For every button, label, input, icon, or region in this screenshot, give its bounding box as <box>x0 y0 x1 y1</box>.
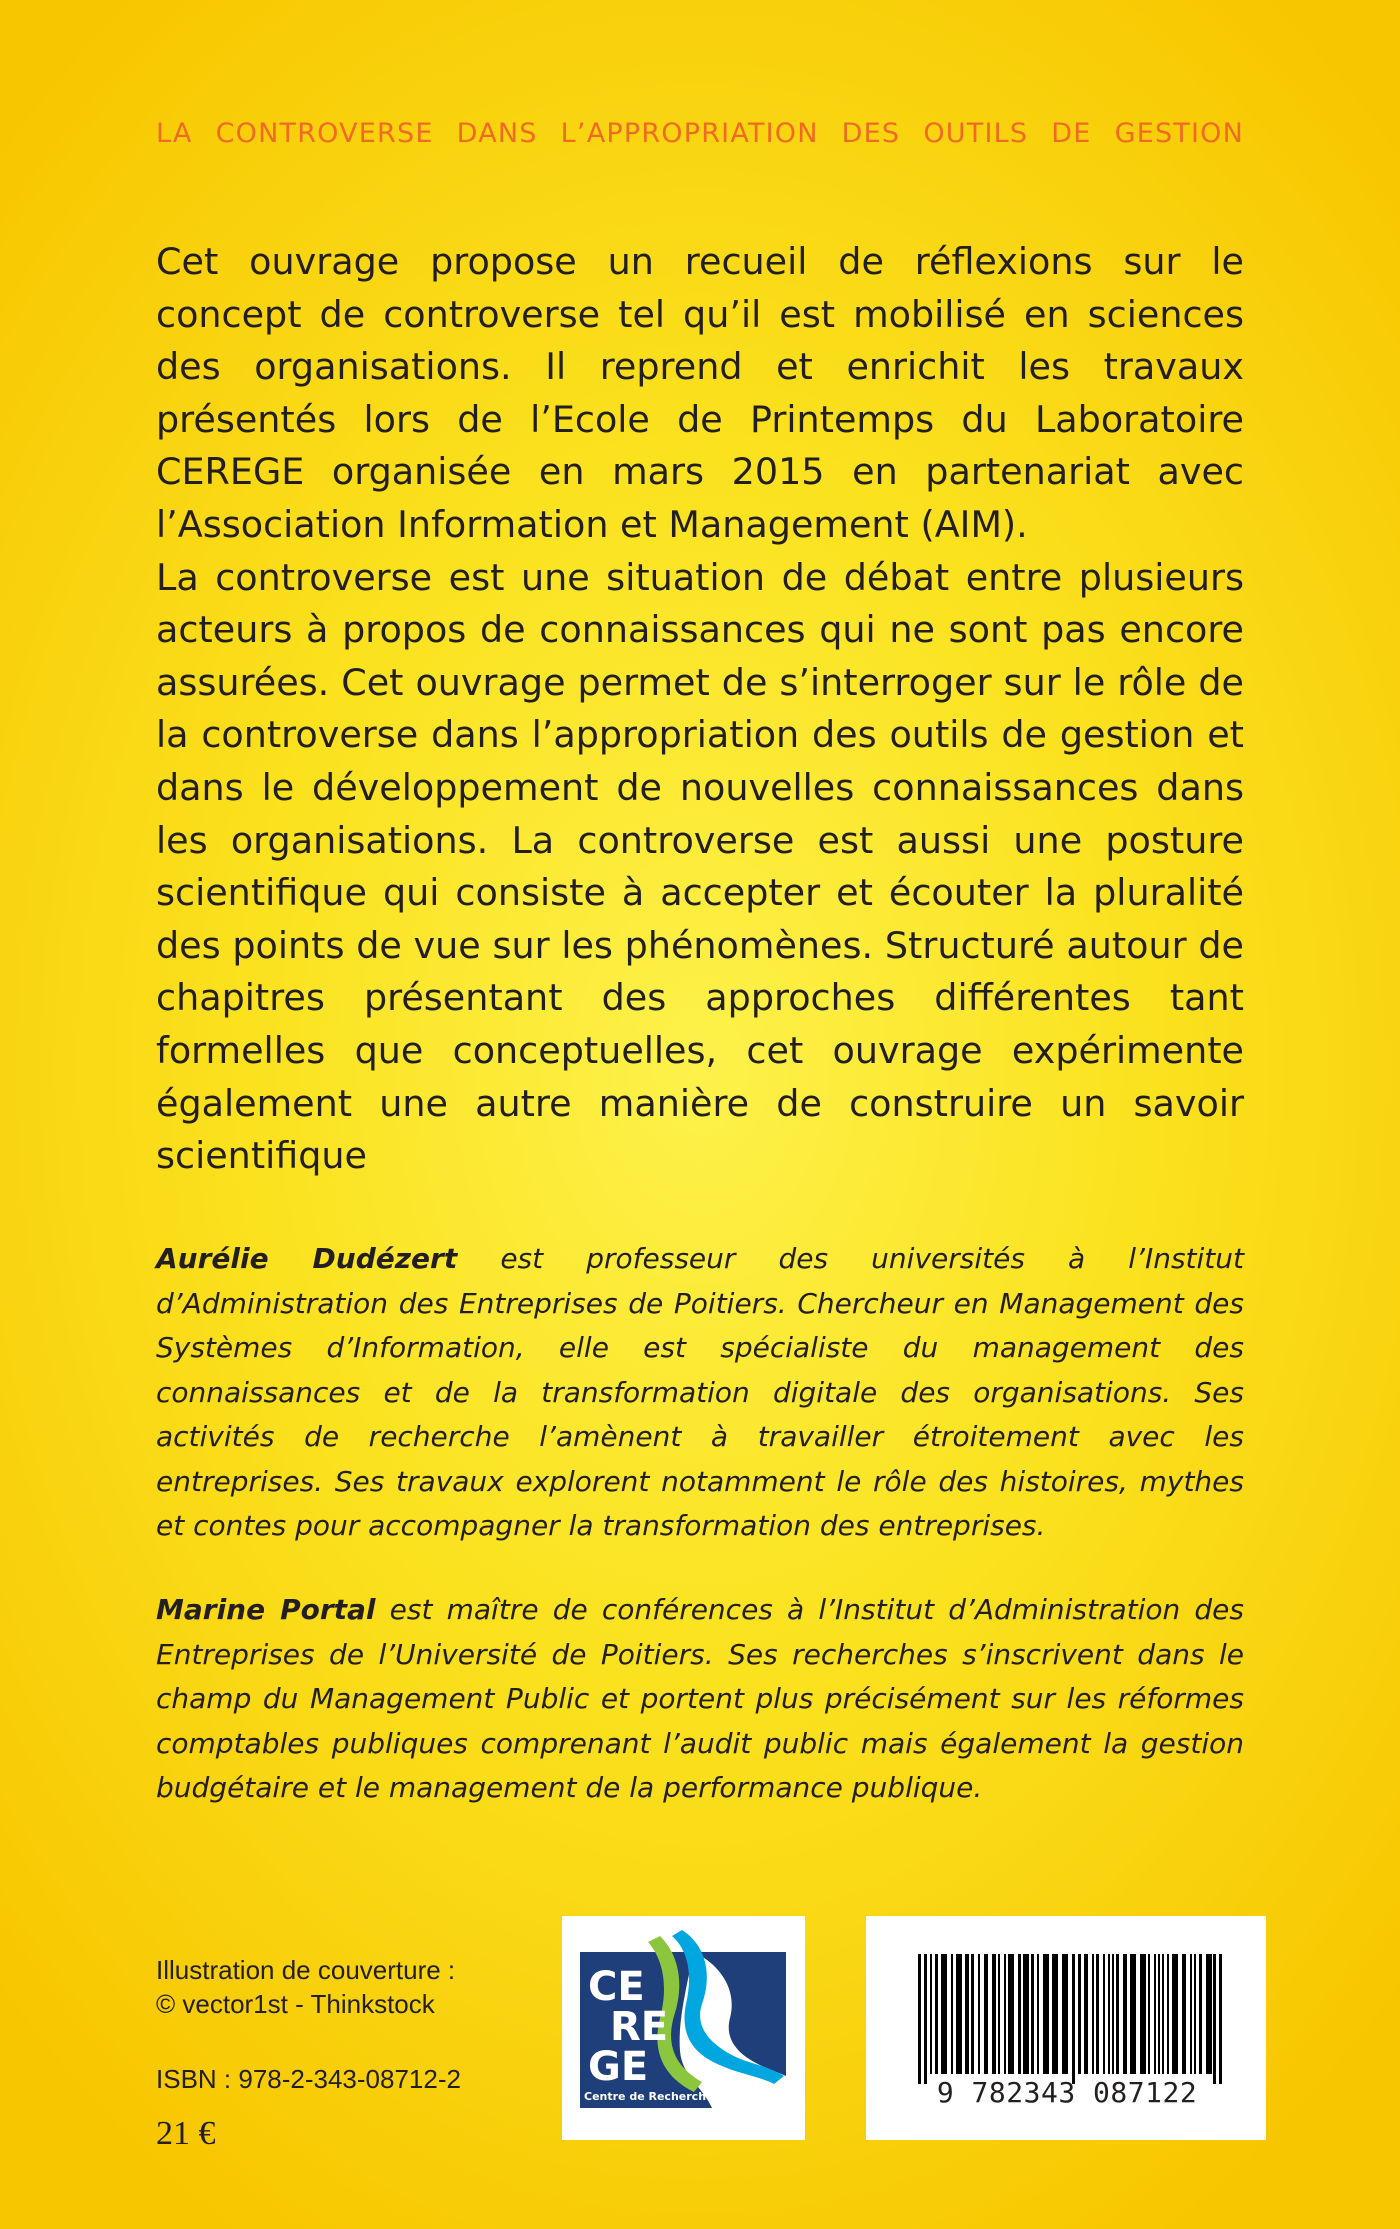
barcode-bar <box>1162 1954 1164 2074</box>
cerege-logo-graphic <box>562 1916 805 2140</box>
barcode-bar <box>1096 1954 1099 2074</box>
isbn: ISBN : 978-2-343-08712-2 <box>156 2064 461 2094</box>
logo-letters-ge: GE <box>588 2044 649 2090</box>
logo-badge: EA 1722 <box>720 2080 766 2093</box>
barcode-bar <box>935 1954 938 2074</box>
author-bio-text-1: est professeur des universités à l’Institut d’Administration des Entreprises de Poitiers. Chercheur en Management des Systèmes d’Information, elle est spécialiste du management des connaissances et de la transformation digitale des organisations. Ses activités de recherche l’amènent à travailler étroitement avec les entreprises. Ses travaux explorent notamment le rôle des histoires, mythes et contes pour accompagner la transformation des entreprises. <box>156 1242 1245 1542</box>
barcode-bar <box>1130 1954 1136 2074</box>
barcode-bar <box>1190 1954 1192 2074</box>
author-name-2: Marine Portal <box>156 1593 376 1626</box>
barcode-bar <box>978 1954 980 2074</box>
logo-caption: Centre de Recherche en Gestion <box>584 2090 784 2103</box>
barcode-bar <box>1052 1954 1058 2074</box>
barcode-bar <box>1108 1954 1110 2074</box>
barcode-bar <box>1172 1954 1178 2074</box>
barcode-bar <box>951 1954 953 2074</box>
summary-paragraph-2: La controverse est une situation de débat entre plusieurs acteurs à propos de connaissances qui ne sont pas encore assurées. Cet ouvrage permet de s’interroger sur le rôle de la controverse dans l’appropriation des outils de gestion et dans le développement de nouvelles connaissances dans les organisations. La controverse est aussi une posture scientifique qui consiste à accepter et écouter la pluralité des points de vue sur les phénomènes. Structuré autour de chapitres présentant des approches différentes tant formelles que conceptuelles, cet ouvrage expérimente également une autre manière de construire un savoir scientifique <box>156 555 1244 1178</box>
barcode-bar <box>1123 1954 1127 2074</box>
barcode-bar <box>1043 1954 1049 2074</box>
barcode-bar <box>992 1954 996 2074</box>
barcode-bar <box>1140 1954 1146 2074</box>
summary-paragraph-1: Cet ouvrage propose un recueil de réflexions sur le concept de controverse tel qu’il est mobilisé en sciences des organisations. Il reprend et enrichit les travaux présentés lors de l’Ecole de Printemps du Laboratoire CEREGE organisée en mars 2015 en partenariat avec l’Association Information et Management (AIM). <box>156 240 1244 546</box>
illustration-credits <box>156 1953 455 2021</box>
barcode-bar <box>1219 1954 1222 2084</box>
barcode-bar <box>930 1954 932 2074</box>
barcode-bar <box>1167 1954 1169 2074</box>
barcode-bar <box>965 1954 969 2074</box>
barcode-bar <box>1213 1954 1216 2084</box>
barcode-digits: 9 782343 087122 <box>936 2076 1198 2109</box>
barcode-bar <box>1092 1954 1094 2074</box>
author-bio-1 <box>156 1237 1244 1549</box>
author-bio-text-2: est maître de conférences à l’Institut d’Administration des Entreprises de l’Université de Poitiers. Ses recherches s’inscrivent dans le champ du Management Public et portent plus précisément sur les réformes comptables publiques comprenant l’audit public mais également la gestion budgétaire et le management de la performance publique. <box>156 1593 1244 1804</box>
logo-letters-re: RE <box>610 2004 669 2050</box>
barcode-bar <box>1112 1954 1114 2074</box>
barcode-bar <box>971 1954 974 2074</box>
barcode-bar <box>918 1954 921 2084</box>
barcode-bar <box>1062 1954 1068 2074</box>
barcode-bar <box>1116 1954 1119 2074</box>
barcode-bar <box>956 1954 962 2074</box>
credits-line-2: © vector1st - Thinkstock <box>156 1989 435 2019</box>
barcode-bar <box>1154 1954 1156 2074</box>
barcode-bar <box>924 1954 927 2084</box>
barcode-bar <box>1158 1954 1160 2074</box>
barcode-bar <box>1072 1954 1075 2084</box>
barcode-bar <box>1206 1954 1212 2074</box>
price: 21 € <box>156 2115 216 2152</box>
author-bio-2 <box>156 1588 1244 1811</box>
barcode-bar <box>984 1954 988 2074</box>
barcode-bar <box>1037 1954 1039 2074</box>
barcode <box>866 1916 1266 2140</box>
barcode-bar <box>1103 1954 1105 2074</box>
barcode-bar <box>1194 1954 1196 2074</box>
barcode-bar <box>1199 1954 1202 2074</box>
author-name-1: Aurélie Dudézert <box>156 1242 458 1275</box>
barcode-bar <box>1078 1954 1081 2074</box>
barcode-bar <box>1023 1954 1029 2074</box>
barcode-bar <box>1031 1954 1034 2074</box>
barcode-bar <box>998 1954 1000 2074</box>
barcode-bar <box>1018 1954 1021 2074</box>
cerege-logo <box>562 1916 805 2140</box>
barcode-bar <box>1004 1954 1006 2074</box>
credits-line-1: Illustration de couverture : <box>156 1955 456 1985</box>
book-series-title: LA CONTROVERSE DANS L’APPROPRIATION DES OUTILS DE GESTION <box>156 118 1244 149</box>
barcode-bar <box>1008 1954 1014 2074</box>
barcode-bar <box>1182 1954 1186 2074</box>
book-summary <box>156 236 1244 1183</box>
barcode-bar <box>941 1954 947 2074</box>
barcode-bar <box>1148 1954 1150 2074</box>
barcode-bar <box>1084 1954 1088 2074</box>
logo-letters-ce: CE <box>588 1964 645 2010</box>
